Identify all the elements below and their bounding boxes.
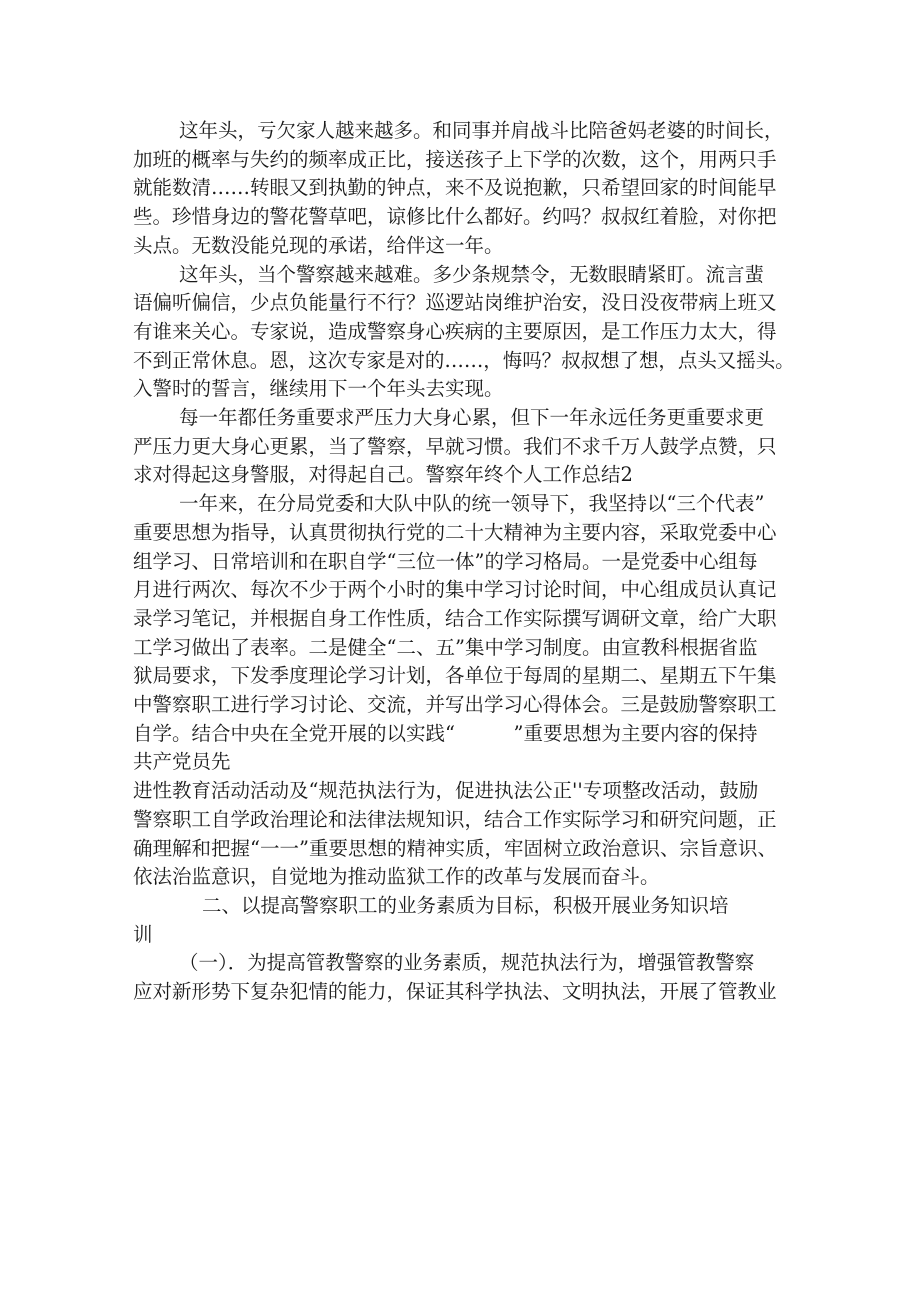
text-line: 严压力更大身心更累，当了警察，早就习惯。我们不求千万人鼓学点赞，只 <box>133 434 777 458</box>
paragraph-4 <box>133 490 793 777</box>
text-line: 就能数清……转眼又到执勤的钟点，来不及说抱歉，只希望回家的时间能早 <box>133 176 777 200</box>
text-line: 重要思想为指导，认真贯彻执行党的二十大精神为主要内容，采取党委中心 <box>133 520 777 544</box>
text-line: 头点。无数没能兑现的承诺，给伴这一年。 <box>133 233 504 257</box>
document-body <box>133 117 793 1007</box>
text-line: 组学习、日常培训和在职自学“三位一体”的学习格局。一是党委中心组每 <box>133 549 758 573</box>
paragraph-6 <box>133 949 793 1006</box>
text-line: 不到正常休息。恩，这次专家是对的……，悔吗？叔叔想了想，点头又摇头。 <box>133 348 795 372</box>
text-line: 应对新形势下复杂犯情的能力，保证其科学执法、文明执法，开展了管教业 <box>133 980 777 1004</box>
text-line: 自学。结合中央在全党开展的以实践“ ”重要思想为主要内容的保持 <box>133 721 758 745</box>
text-line: 录学习笔记，并根据自身工作性质，结合工作实际撰写调研文章，给广大职 <box>133 606 777 630</box>
text-line: 共产党员先 <box>133 750 231 774</box>
text-line: 语偏听偏信，少点负能量行不行？巡逻站岗维护治安，没日没夜带病上班又 <box>133 291 777 315</box>
text-line: 一年来，在分局党委和大队中队的统一领导下，我坚持以“三个代表” <box>179 492 765 516</box>
section-heading <box>133 892 793 949</box>
paragraph-1 <box>133 117 793 261</box>
text-line: 些。珍惜身边的警花警草吧，谅修比什么都好。约吗？叔叔红着脸，对你把 <box>133 205 777 229</box>
paragraph-3 <box>133 404 793 490</box>
text-line: 求对得起这身警服，对得起自己。警察年终个人工作总结2 <box>133 463 633 487</box>
text-line: 月进行两次、每次不少于两个小时的集中学习讨论时间，中心组成员认真记 <box>133 578 777 602</box>
heading-line: 二、以提高警察职工的业务素质为目标，积极开展业务知识培 <box>202 893 729 917</box>
text-line: 依法治监意识，自觉地为推动监狱工作的改革与发展而奋斗。 <box>133 865 660 889</box>
paragraph-5 <box>133 777 793 892</box>
text-line: 这年头，当个警察越来越难。多少条规禁令，无数眼睛紧盯。流言蜚 <box>179 262 765 286</box>
text-line: 进性教育活动活动及“规范执法行为，促进执法公正''专项整改活动，鼓励 <box>133 779 759 803</box>
heading-line: 训 <box>133 922 153 946</box>
text-line: 狱局要求，下发季度理论学习计划，各单位于每周的星期二、星期五下午集 <box>133 664 777 688</box>
paragraph-2 <box>133 261 793 405</box>
text-line: 有谁来关心。专家说，造成警察身心疾病的主要原因，是工作压力太大，得 <box>133 319 777 343</box>
text-line: 这年头，亏欠家人越来越多。和同事并肩战斗比陪爸妈老婆的时间长， <box>179 119 784 142</box>
text-line: 确理解和把握“一一”重要思想的精神实质，牢固树立政治意识、宗旨意识、 <box>133 836 777 860</box>
text-line: 工学习做出了表率。二是健全“二、五”集中学习制度。由宣教科根据省监 <box>133 635 758 659</box>
text-line: 加班的概率与失约的频率成正比，接送孩子上下学的次数，这个，用两只手 <box>133 147 777 171</box>
text-line: 中警察职工进行学习讨论、交流，并写出学习心得体会。三是鼓励警察职工 <box>133 693 777 717</box>
text-line: 入警时的誓言，继续用下一个年头去实现。 <box>133 377 504 401</box>
text-line: 每一年都任务重要求严压力大身心累，但下一年永远任务更重要求更 <box>179 406 765 430</box>
text-line: （一）．为提高管教警察的业务素质，规范执法行为，增强管教警察 <box>179 951 755 975</box>
text-line: 警察职工自学政治理论和法律法规知识，结合工作实际学习和研究问题，正 <box>133 807 777 831</box>
